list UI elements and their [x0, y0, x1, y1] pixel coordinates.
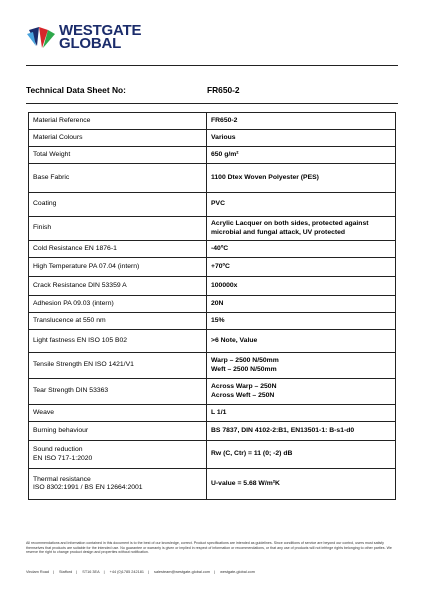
- row-label: Material Reference: [29, 113, 207, 130]
- row-value: Various: [207, 130, 396, 147]
- logo-mark-icon: [26, 24, 56, 52]
- row-label: Tear Strength DIN 53363: [29, 379, 207, 405]
- brand-line-2: GLOBAL: [59, 35, 122, 52]
- website-link[interactable]: westgate-global.com: [220, 570, 255, 574]
- row-label: High Temperature PA 07.04 (intern): [29, 258, 207, 277]
- row-value: 100000x: [207, 277, 396, 296]
- table-row: [29, 296, 396, 313]
- row-value: U-value = 5.68 W/m²K: [207, 469, 396, 500]
- row-label: Total Weight: [29, 147, 207, 164]
- label-line: EN ISO 717-1:2020: [33, 454, 93, 462]
- table-row: [29, 353, 396, 379]
- disclaimer-text: All recommendations and information contained in this document is to the best of our knowledge, correct. Product specifications are intended as guidelines. Since conditions of service are beyond our control, users must satisfy themselves that products are suitable for the intended use. No guarantee or warranty is given or implied in respect of information or recommendations, or that any use of products will not infringe rights belonging to other parties. We reserve the right to change product design and properties without notification.: [26, 541, 392, 555]
- title-divider: [26, 103, 398, 104]
- table-row: [29, 422, 396, 441]
- row-value: L 1/1: [207, 405, 396, 422]
- value-line: Across Warp – 250N: [211, 383, 277, 391]
- table-row: [29, 258, 396, 277]
- row-value: >6 Note, Value: [207, 330, 396, 353]
- table-row: [29, 405, 396, 422]
- table-row: [29, 164, 396, 193]
- header-divider: [26, 65, 398, 66]
- row-label: Adhesion PA 09.03 (intern): [29, 296, 207, 313]
- row-label: Light fastness EN ISO 105 B02: [29, 330, 207, 353]
- row-value: Acrylic Lacquer on both sides, protected against microbial and fungal attack, UV protected: [207, 217, 396, 241]
- table-row: [29, 113, 396, 130]
- table-row: [29, 379, 396, 405]
- label-line: Sound reduction: [33, 446, 83, 454]
- row-label: Base Fabric: [29, 164, 207, 193]
- row-label: Material Colours: [29, 130, 207, 147]
- row-value: +70ºC: [207, 258, 396, 277]
- row-label: Coating: [29, 193, 207, 217]
- row-value: [207, 379, 396, 405]
- table-row: [29, 441, 396, 469]
- brand-name: [59, 24, 141, 50]
- row-value: 20N: [207, 296, 396, 313]
- label-line: ISO 8302:1991 / BS EN 12664:2001: [33, 484, 143, 491]
- value-line: Warp – 2500 N/50mm: [211, 357, 279, 365]
- sheet-code: FR650-2: [207, 85, 240, 95]
- table-row: [29, 130, 396, 147]
- postcode: ST16 3EA: [82, 570, 100, 574]
- row-label: Cold Resistance EN 1876-1: [29, 241, 207, 258]
- phone: +44 (0)1785 242181: [109, 570, 144, 574]
- table-row: [29, 193, 396, 217]
- sheet-title: Technical Data Sheet No:: [26, 85, 126, 95]
- spec-table: [28, 112, 396, 500]
- email-link[interactable]: salesteam@westgate-global.com: [154, 570, 211, 574]
- town: Stafford: [59, 570, 73, 574]
- row-label: Translucence at 550 nm: [29, 313, 207, 330]
- value-line: Weft – 2500 N/50mm: [211, 365, 277, 373]
- label-line: Thermal resistance: [33, 475, 91, 483]
- row-value: BS 7837, DIN 4102-2:B1, EN13501-1: B-s1-d0: [207, 422, 396, 441]
- row-value: [207, 353, 396, 379]
- table-row: [29, 277, 396, 296]
- row-value: Rw (C, Ctr) = 11 (0; -2) dB: [207, 441, 396, 469]
- row-label: [29, 441, 207, 469]
- row-label: Tensile Strength EN ISO 1421/V1: [29, 353, 207, 379]
- table-row: [29, 217, 396, 241]
- row-value: -40ºC: [207, 241, 396, 258]
- row-value: PVC: [207, 193, 396, 217]
- brand-line-1: WESTGATE: [59, 22, 142, 39]
- value-line: Across Weft – 250N: [211, 391, 275, 399]
- contact-line: Vindam Road | Stafford | ST16 3EA | +44 (0)1785 242181 | salesteam@westgate-global.com | westgate-global.com: [26, 570, 255, 574]
- table-row: [29, 147, 396, 164]
- row-label: [29, 469, 207, 500]
- table-row: [29, 330, 396, 353]
- table-row: [29, 241, 396, 258]
- table-row: [29, 313, 396, 330]
- row-value: 1100 Dtex Woven Polyester (PES): [207, 164, 396, 193]
- row-value: FR650-2: [207, 113, 396, 130]
- table-row: [29, 469, 396, 500]
- row-value: 650 g/m²: [207, 147, 396, 164]
- row-label: Weave: [29, 405, 207, 422]
- address: Vindam Road: [26, 570, 49, 574]
- row-label: Burning behaviour: [29, 422, 207, 441]
- row-label: Finish: [29, 217, 207, 241]
- row-value: 15%: [207, 313, 396, 330]
- row-label: Crack Resistance DIN 53359 A: [29, 277, 207, 296]
